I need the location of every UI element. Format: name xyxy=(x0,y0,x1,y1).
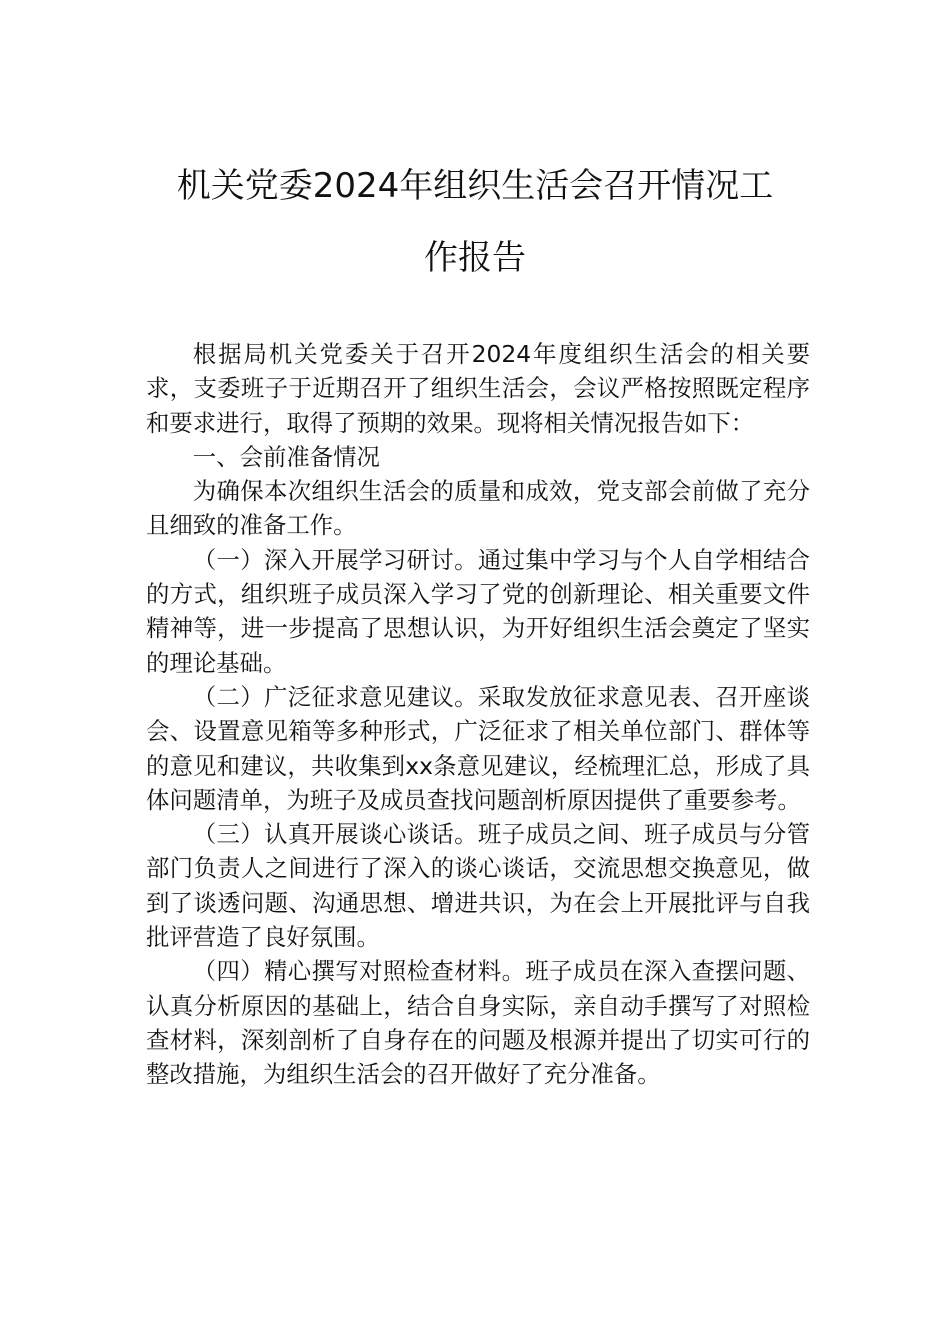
title-line-1: 机关党委2024年组织生活会召开情况工 xyxy=(176,166,774,206)
item-2-paragraph: （二）广泛征求意见建议。采取发放征求意见表、召开座谈会、设置意见箱等多种形式，广泛征求了相关单位部门、群体等的意见和建议，共收集到xx条意见建议，经梳理汇总，形成了具体问题清单，为班子及成员查找问题剖析原因提供了重要参考。 xyxy=(146,682,810,814)
intro-paragraph: 根据局机关党委关于召开2024年度组织生活会的相关要求，支委班子于近期召开了组织生活会，会议严格按照既定程序和要求进行，取得了预期的效果。现将相关情况报告如下： xyxy=(146,340,810,437)
section-intro-paragraph: 为确保本次组织生活会的质量和成效，党支部会前做了充分且细致的准备工作。 xyxy=(146,477,810,540)
section-heading: 一、会前准备情况 xyxy=(192,442,380,471)
document-body xyxy=(146,337,810,1092)
item-3-paragraph: （三）认真开展谈心谈话。班子成员之间、班子成员与分管部门负责人之间进行了深入的谈心谈话，交流思想交换意见，做到了谈透问题、沟通思想、增进共识，为在会上开展批评与自我批评营造了良好氛围。 xyxy=(146,820,810,952)
title-line-2: 作报告 xyxy=(424,238,526,278)
item-4-paragraph: （四）精心撰写对照检查材料。班子成员在深入查摆问题、认真分析原因的基础上，结合自身实际，亲自动手撰写了对照检查材料，深刻剖析了自身存在的问题及根源并提出了切实可行的整改措施，为组织生活会的召开做好了充分准备。 xyxy=(146,957,810,1089)
item-1-paragraph: （一）深入开展学习研讨。通过集中学习与个人自学相结合的方式，组织班子成员深入学习了党的创新理论、相关重要文件精神等，进一步提高了思想认识，为开好组织生活会奠定了坚实的理论基础。 xyxy=(146,545,810,677)
document-title xyxy=(140,150,810,294)
